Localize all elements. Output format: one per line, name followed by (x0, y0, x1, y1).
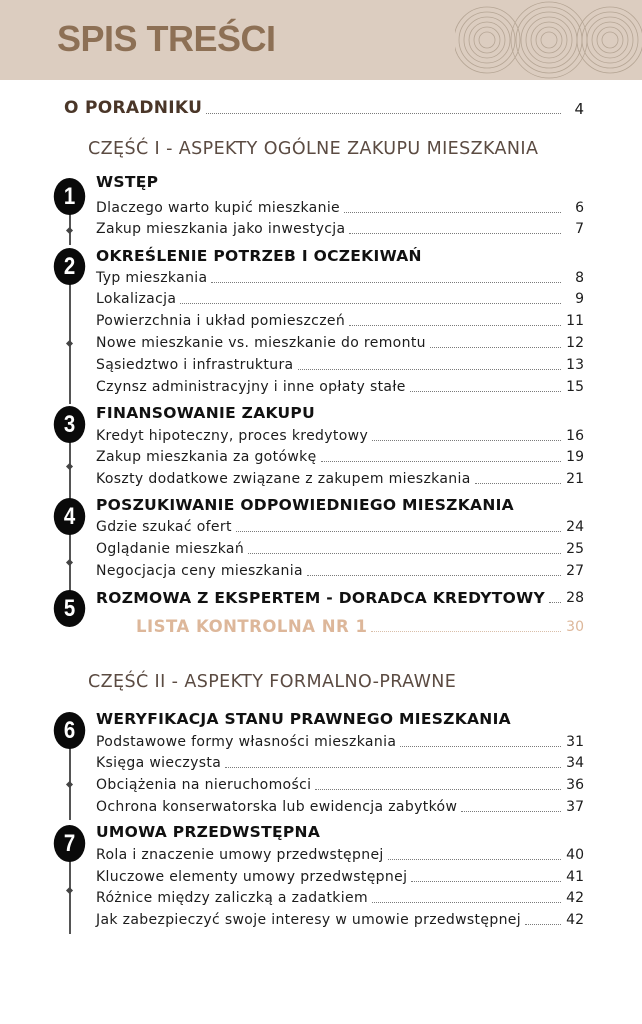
page-number: 27 (566, 563, 584, 579)
section-title[interactable]: WERYFIKACJA STANU PRAWNEGO MIESZKANIA (96, 710, 511, 728)
page-number: 28 (566, 590, 584, 606)
dotted-leader (344, 211, 561, 213)
page-number: 24 (566, 519, 584, 535)
section-number-badge: 4 (54, 498, 85, 535)
concentric-waves-pattern-icon (455, 0, 642, 80)
dotted-leader (236, 530, 561, 532)
toc-entry[interactable] (96, 539, 584, 559)
dotted-leader (315, 788, 561, 790)
dotted-leader (211, 281, 561, 283)
toc-checklist-entry[interactable] (136, 617, 584, 637)
toc-section-entry[interactable] (96, 588, 584, 608)
entry-label: Powierzchnia i układ pomieszczeń (96, 313, 346, 329)
page-number: 15 (566, 379, 584, 395)
diamond-marker-icon (66, 463, 73, 470)
toc-entry[interactable] (96, 753, 584, 773)
dotted-leader (400, 745, 561, 747)
dotted-leader (349, 324, 561, 326)
timeline-line (69, 858, 71, 934)
toc-entry[interactable] (96, 888, 584, 908)
entry-label: Lokalizacja (96, 291, 177, 307)
page-number: 34 (566, 755, 584, 771)
toc-entry[interactable] (96, 797, 584, 817)
section-number-badge: 3 (54, 406, 85, 443)
toc-entry[interactable] (96, 517, 584, 537)
entry-label: Obciążenia na nieruchomości (96, 777, 312, 793)
entry-label: Zakup mieszkania za gotówkę (96, 449, 317, 465)
dotted-leader (549, 601, 561, 603)
page-number: 19 (566, 449, 584, 465)
entry-label: Nowe mieszkanie vs. mieszkanie do remontu (96, 335, 426, 351)
dotted-leader (321, 460, 561, 462)
toc-entry[interactable] (96, 845, 584, 865)
section-number-badge: 7 (54, 825, 85, 862)
page-title: SPIS TREŚCI (57, 18, 276, 59)
dotted-leader (388, 858, 561, 860)
dotted-leader (206, 112, 561, 114)
dotted-leader (411, 880, 561, 882)
page-number: 31 (566, 734, 584, 750)
page-number: 12 (566, 335, 584, 351)
dotted-leader (410, 390, 561, 392)
entry-label: Koszty dodatkowe związane z zakupem mieszkania (96, 471, 471, 487)
diamond-marker-icon (66, 781, 73, 788)
diamond-marker-icon (66, 887, 73, 894)
page-number: 41 (566, 869, 584, 885)
page-number: 16 (566, 428, 584, 444)
page-number: 4 (574, 100, 584, 118)
toc-entry[interactable] (96, 732, 584, 752)
page-number: 40 (566, 847, 584, 863)
checklist-label: LISTA KONTROLNA NR 1 (136, 617, 368, 636)
diamond-marker-icon (66, 227, 73, 234)
page-number: 11 (566, 313, 584, 329)
entry-label: Sąsiedztwo i infrastruktura (96, 357, 294, 373)
entry-label: Kluczowe elementy umowy przedwstępnej (96, 869, 408, 885)
toc-entry[interactable] (96, 333, 584, 353)
entry-label: Dlaczego warto kupić mieszkanie (96, 200, 341, 216)
page-number: 36 (566, 777, 584, 793)
entry-label: O PORADNIKU (64, 98, 203, 118)
toc-entry[interactable] (96, 447, 584, 467)
page-number: 42 (566, 912, 584, 928)
entry-label: Rola i znaczenie umowy przedwstępnej (96, 847, 384, 863)
entry-label: Zakup mieszkania jako inwestycja (96, 221, 346, 237)
dotted-leader (225, 766, 561, 768)
page-number: 9 (575, 291, 584, 307)
toc-entry[interactable] (96, 219, 584, 239)
page-number: 25 (566, 541, 584, 557)
dotted-leader (475, 482, 561, 484)
dotted-leader (371, 630, 561, 632)
entry-label: Gdzie szukać ofert (96, 519, 232, 535)
dotted-leader (372, 439, 561, 441)
toc-entry[interactable] (96, 469, 584, 489)
page-number: 8 (575, 270, 584, 286)
toc-entry[interactable] (96, 775, 584, 795)
entry-label: Czynsz administracyjny i inne opłaty stałe (96, 379, 406, 395)
section-number-badge: 2 (54, 248, 85, 285)
dotted-leader (180, 302, 561, 304)
page-number: 30 (566, 619, 584, 635)
toc-entry[interactable] (96, 268, 584, 288)
header-band (0, 0, 642, 80)
page-number: 37 (566, 799, 584, 815)
dotted-leader (248, 552, 561, 554)
page-number: 21 (566, 471, 584, 487)
diamond-marker-icon (66, 559, 73, 566)
section-title[interactable]: WSTĘP (96, 173, 159, 191)
section-title[interactable]: OKREŚLENIE POTRZEB I OCZEKIWAŃ (96, 247, 422, 265)
entry-label: Księga wieczysta (96, 755, 222, 771)
part-2-title: CZĘŚĆ II - ASPEKTY FORMALNO-PRAWNE (88, 672, 457, 692)
dotted-leader (372, 901, 561, 903)
section-number-badge: 6 (54, 712, 85, 749)
toc-entry[interactable] (96, 311, 584, 331)
entry-label: Podstawowe formy własności mieszkania (96, 734, 397, 750)
page-number: 6 (575, 200, 584, 216)
diamond-marker-icon (66, 340, 73, 347)
dotted-leader (430, 346, 561, 348)
page-number: 7 (575, 221, 584, 237)
dotted-leader (461, 810, 561, 812)
entry-label: Typ mieszkania (96, 270, 208, 286)
toc-entry[interactable] (96, 426, 584, 446)
section-title: ROZMOWA Z EKSPERTEM - DORADCA KREDYTOWY (96, 589, 546, 607)
dotted-leader (298, 368, 562, 370)
entry-label: Oglądanie mieszkań (96, 541, 245, 557)
toc-entry[interactable] (96, 910, 584, 930)
toc-entry[interactable] (96, 867, 584, 887)
section-title[interactable]: POSZUKIWANIE ODPOWIEDNIEGO MIESZKANIA (96, 496, 514, 514)
page-number: 42 (566, 890, 584, 906)
entry-label: Negocjacja ceny mieszkania (96, 563, 303, 579)
dotted-leader (349, 232, 561, 234)
entry-label: Różnice między zaliczką a zadatkiem (96, 890, 368, 906)
entry-label: Kredyt hipoteczny, proces kredytowy (96, 428, 369, 444)
toc-entry[interactable] (96, 377, 584, 397)
toc-entry[interactable] (96, 561, 584, 581)
toc-entry[interactable] (96, 198, 584, 218)
section-number-badge: 5 (54, 590, 85, 627)
dotted-leader (525, 923, 561, 925)
entry-label: Jak zabezpieczyć swoje interesy w umowie przedwstępnej (96, 912, 522, 928)
toc-entry-intro[interactable] (64, 99, 584, 119)
section-title[interactable]: FINANSOWANIE ZAKUPU (96, 404, 315, 422)
section-title[interactable]: UMOWA PRZEDWSTĘPNA (96, 823, 321, 841)
section-number-badge: 1 (54, 178, 85, 215)
page-number: 13 (566, 357, 584, 373)
toc-entry[interactable] (96, 355, 584, 375)
entry-label: Ochrona konserwatorska lub ewidencja zabytków (96, 799, 458, 815)
part-1-title: CZĘŚĆ I - ASPEKTY OGÓLNE ZAKUPU MIESZKANIA (88, 139, 539, 159)
dotted-leader (307, 574, 561, 576)
toc-entry[interactable] (96, 289, 584, 309)
